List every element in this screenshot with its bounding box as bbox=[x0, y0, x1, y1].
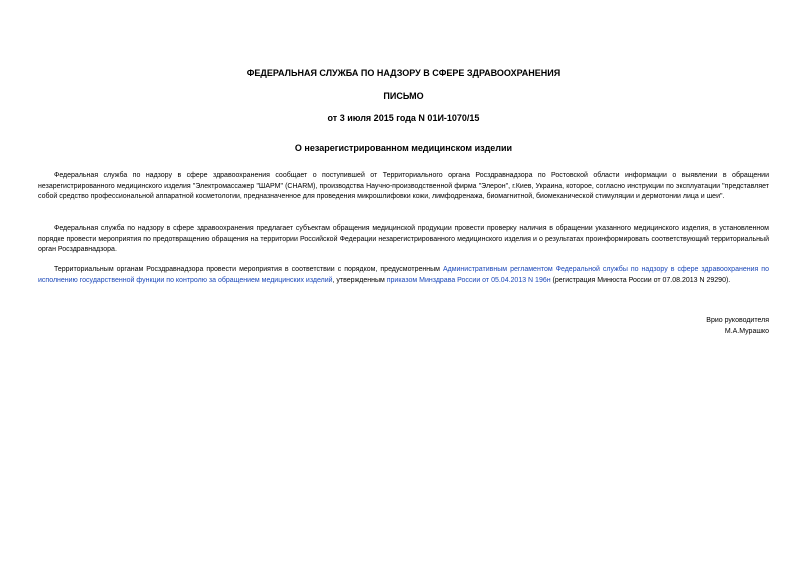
agency-title: ФЕДЕРАЛЬНАЯ СЛУЖБА ПО НАДЗОРУ В СФЕРЕ ЗДРАВООХРАНЕНИЯ bbox=[246, 68, 561, 78]
document-date-number: от 3 июля 2015 года N 01И-1070/15 bbox=[327, 113, 480, 123]
order-link[interactable]: приказом Минздрава России от 05.04.2013 N 196н bbox=[386, 276, 551, 284]
paragraph-3-text-1: Территориальным органам Росздравнадзора провести мероприятия в соответствии с порядком, предусмотренным bbox=[54, 266, 443, 273]
paragraph-3 bbox=[38, 265, 769, 286]
paragraph-3-text-2: , утвержденным bbox=[332, 276, 387, 284]
signature-name: М.А.Мурашко bbox=[724, 327, 769, 335]
signature-position: Врио руководителя bbox=[706, 317, 769, 324]
signature-block bbox=[706, 316, 769, 337]
paragraph-2: Федеральная служба по надзору в сфере здравоохранения предлагает субъектам обращения медицинской продукции провести проверку наличия в обращении указанного медицинского изделия, в установленном порядке провести мероприятия по предотвращению обращения на территории Российской Федерации незарегистрированного медицинского изделия и о результатах проинформировать соответствующий территориальный орган Росздравнадзора. bbox=[38, 225, 769, 253]
document-subject: О незарегистрированном медицинском изделии bbox=[294, 143, 513, 153]
document-type: ПИСЬМО bbox=[383, 91, 424, 101]
paragraph-3-text-3: (регистрация Минюста России от 07.08.2013 N 29290). bbox=[550, 276, 731, 284]
paragraph-1: Федеральная служба по надзору в сфере здравоохранения сообщает о поступившей от Территориального органа Росздравнадзора по Ростовской области информации о выявлении в обращении незарегистрированного медицинского изделия "Электромассажер "ШАРМ" (CHARM), производства Научно-производственной фирма "Элерон", г.Киев, Украина, которое, согласно инструкции по эксплуатации "представляет собой средство профессиональной аппаратной косметологии, предназначенное для проведения микрошлифовки кожи, лимфодренажа, биомагнитной, биомеханической стимуляции и дермотонии лица и шеи". bbox=[38, 172, 769, 200]
regulation-link[interactable]: Административным регламентом Федеральной службы по надзору в сфере здравоохранения по исполнению государственной функции по контролю за обращением медицинских изделий bbox=[38, 266, 769, 284]
